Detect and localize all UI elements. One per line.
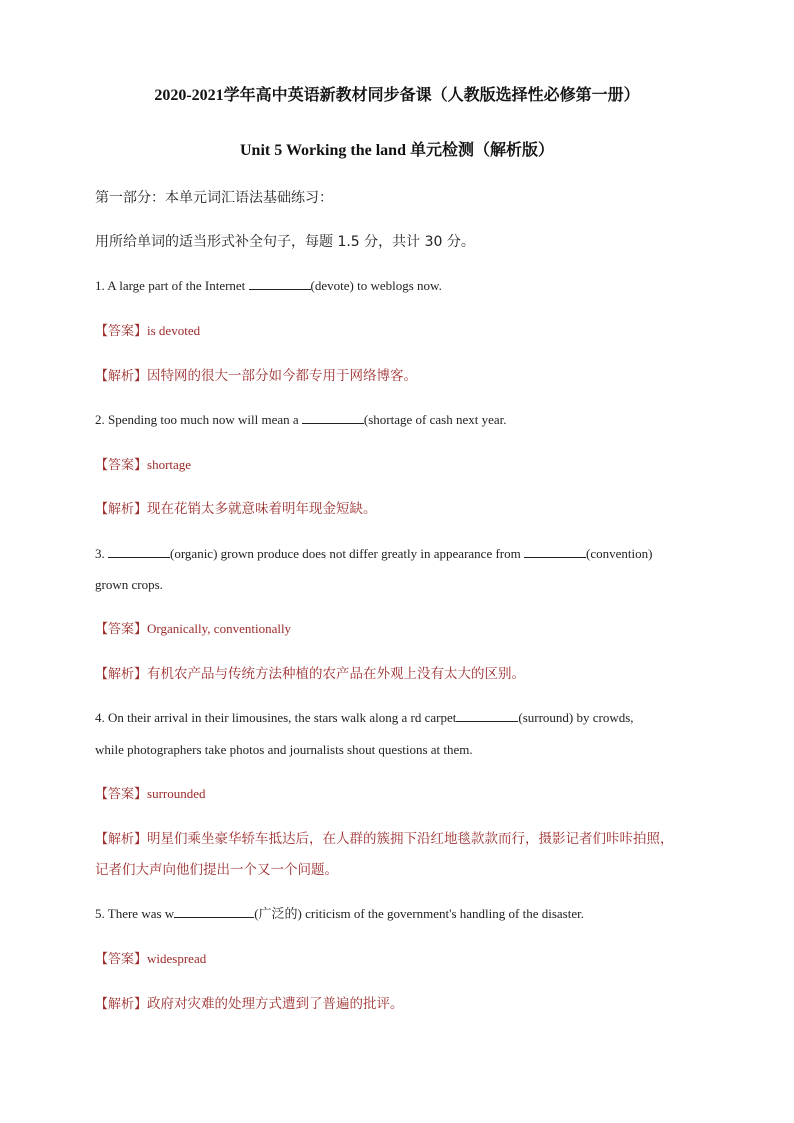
part-heading: 第一部分：本单元词汇语法基础练习： [95,190,333,206]
question-2-blank [302,409,364,424]
explanation-text: 现在花销太多就意味着明年现金短缺。 [147,501,377,517]
question-3-text-end: (convention) [586,546,653,561]
question-5-text-end: (广泛的) criticism of the government's handling of the disaster. [254,906,584,921]
question-3 [95,538,705,570]
instruction-text: 用所给单词的适当形式补全句子，每题 1.5 分，共计 30 分。 [95,234,475,250]
answer-text: shortage [147,457,192,472]
question-4-answer [95,778,705,811]
question-3-text-middle: (organic) grown produce does not differ greatly in appearance from [170,546,524,561]
answer-text: surrounded [147,786,206,801]
document-subtitle: Unit 5 Working the land 单元检测（解析版） [240,142,554,159]
question-2-text-start: 2. Spending too much now will mean a [95,412,302,427]
question-4-explanation [95,823,705,856]
question-3-answer [95,613,705,646]
question-5-answer [95,943,705,976]
question-1-answer [95,315,705,348]
answer-label: 【答案】 [95,458,148,473]
question-2-text-end: (shortage of cash next year. [363,412,507,427]
question-4-text-start: 4. On their arrival in their limousines, the stars walk along a rd carpet [95,710,457,725]
explanation-text: 因特网的很大一部分如今都专用于网络博客。 [147,368,418,384]
explanation-label: 【解析】 [95,997,148,1012]
explanation-text: 政府对灾难的处理方式遭到了普遍的批评。 [147,996,404,1012]
question-5-text-start: 5. There was w [95,906,175,921]
explanation-label: 【解析】 [95,667,148,682]
question-1-blank [249,275,311,290]
answer-text: Organically, conventionally [147,621,292,636]
explanation-label: 【解析】 [95,502,148,517]
question-4-continued: while photographers take photos and journalists shout questions at them. [95,742,473,757]
explanation-text: 明星们乘坐豪华轿车抵达后，在人群的簇拥下沿红地毯款款而行，摄影记者们咔咔拍照， [147,831,674,847]
answer-label: 【答案】 [95,952,148,967]
question-3-text-start: 3. [95,546,108,561]
question-1-text-start: 1. A large part of the Internet [95,278,249,293]
question-2-answer [95,449,705,482]
question-3-explanation [95,658,705,691]
question-1 [95,270,705,302]
question-5-blank [174,903,254,918]
answer-text: is devoted [147,323,201,338]
explanation-text: 记者们大声向他们提出一个又一个问题。 [95,862,338,878]
explanation-label: 【解析】 [95,369,148,384]
explanation-text: 有机农产品与传统方法种植的农产品在外观上没有太大的区别。 [147,666,526,682]
question-1-explanation [95,360,705,393]
answer-label: 【答案】 [95,787,148,802]
question-4 [95,702,705,734]
question-3-continued: grown crops. [95,577,163,592]
question-4-text-end: (surround) by crowds, [518,710,634,725]
question-3-blank-2 [524,543,586,558]
answer-label: 【答案】 [95,622,148,637]
document-title: 2020-2021学年高中英语新教材同步备课（人教版选择性必修第一册） [154,87,640,104]
answer-label: 【答案】 [95,324,148,339]
question-3-blank-1 [108,543,170,558]
answer-text: widespread [147,951,207,966]
question-2-explanation [95,493,705,526]
question-4-blank [456,707,518,722]
question-5 [95,898,705,930]
question-5-explanation [95,988,705,1021]
question-2 [95,404,705,436]
explanation-label: 【解析】 [95,832,148,847]
question-4-explanation-continued [95,854,705,886]
question-1-text-end: (devote) to weblogs now. [310,278,442,293]
